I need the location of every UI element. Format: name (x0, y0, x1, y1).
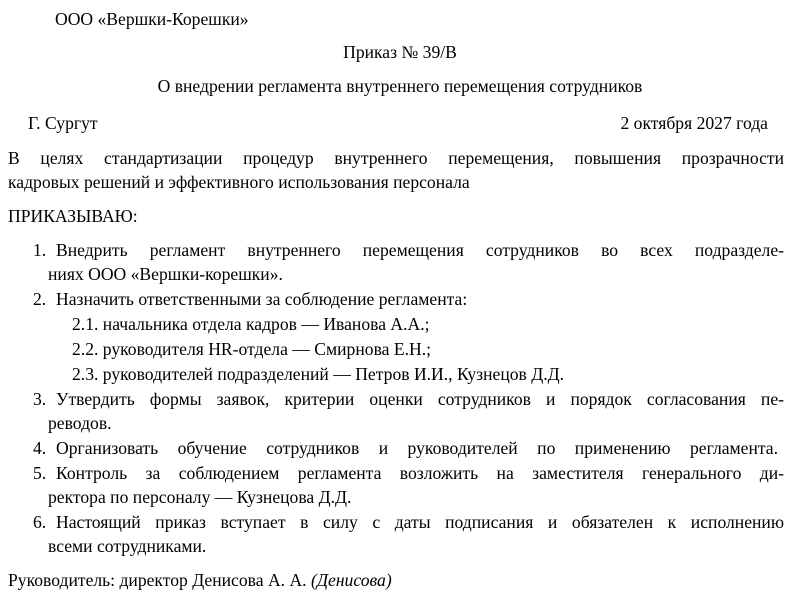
item-number: 6. (33, 512, 47, 532)
subitem-line: 2.2. руководителя HR-отдела — Смирнова Е.Н.; (72, 339, 431, 359)
signature-line (8, 568, 392, 592)
subitem-line: 2.3. руководителей подразделений — Петров И.И., Кузнецов Д.Д. (72, 364, 565, 384)
item-text-line: реводов. (48, 413, 112, 433)
order-word: ПРИКАЗЫВАЮ: (8, 206, 138, 226)
item-text-line: Контроль за соблюдением регламента возложить на заместителя генерального ди- (56, 463, 784, 483)
order-title: Приказ № 39/В (343, 42, 457, 62)
signature-label: Руководитель: директор Денисова А. А. (8, 570, 307, 590)
item-number: 4. (33, 438, 47, 458)
subitem-line: 2.1. начальника отдела кадров — Иванова А.А.; (72, 314, 430, 334)
order-subject: О внедрении регламента внутреннего перемещения сотрудников (157, 76, 643, 96)
item-text-line: Назначить ответственными за соблюдение регламента: (56, 289, 468, 309)
city: Г. Сургут (28, 113, 98, 133)
item-text-line: Внедрить регламент внутреннего перемещения сотрудников во всех подразделе- (56, 240, 784, 260)
organization-name: ООО «Вершки-Корешки» (55, 9, 249, 29)
item-text-line: Организовать обучение сотрудников и руководителей по применению регламента. (56, 438, 778, 458)
item-text-line: ниях ООО «Вершки-корешки». (48, 264, 283, 284)
preamble-line: В целях стандартизации процедур внутреннего перемещения, повышения прозрачности (8, 148, 784, 168)
item-text-line: всеми сотрудниками. (48, 536, 207, 556)
item-number: 2. (33, 289, 47, 309)
item-number: 5. (33, 463, 47, 483)
item-number: 3. (33, 389, 47, 409)
preamble-line: кадровых решений и эффективного использования персонала (8, 172, 470, 192)
item-text-line: Настоящий приказ вступает в силу с даты подписания и обязателен к исполнению (56, 512, 784, 532)
item-number: 1. (33, 240, 47, 260)
order-date: 2 октября 2027 года (620, 113, 768, 133)
item-text-line: Утвердить формы заявок, критерии оценки сотрудников и порядок согласования пе- (56, 389, 784, 409)
signature-handwritten: (Денисова) (310, 570, 392, 590)
item-text-line: ректора по персоналу — Кузнецова Д.Д. (48, 487, 352, 507)
